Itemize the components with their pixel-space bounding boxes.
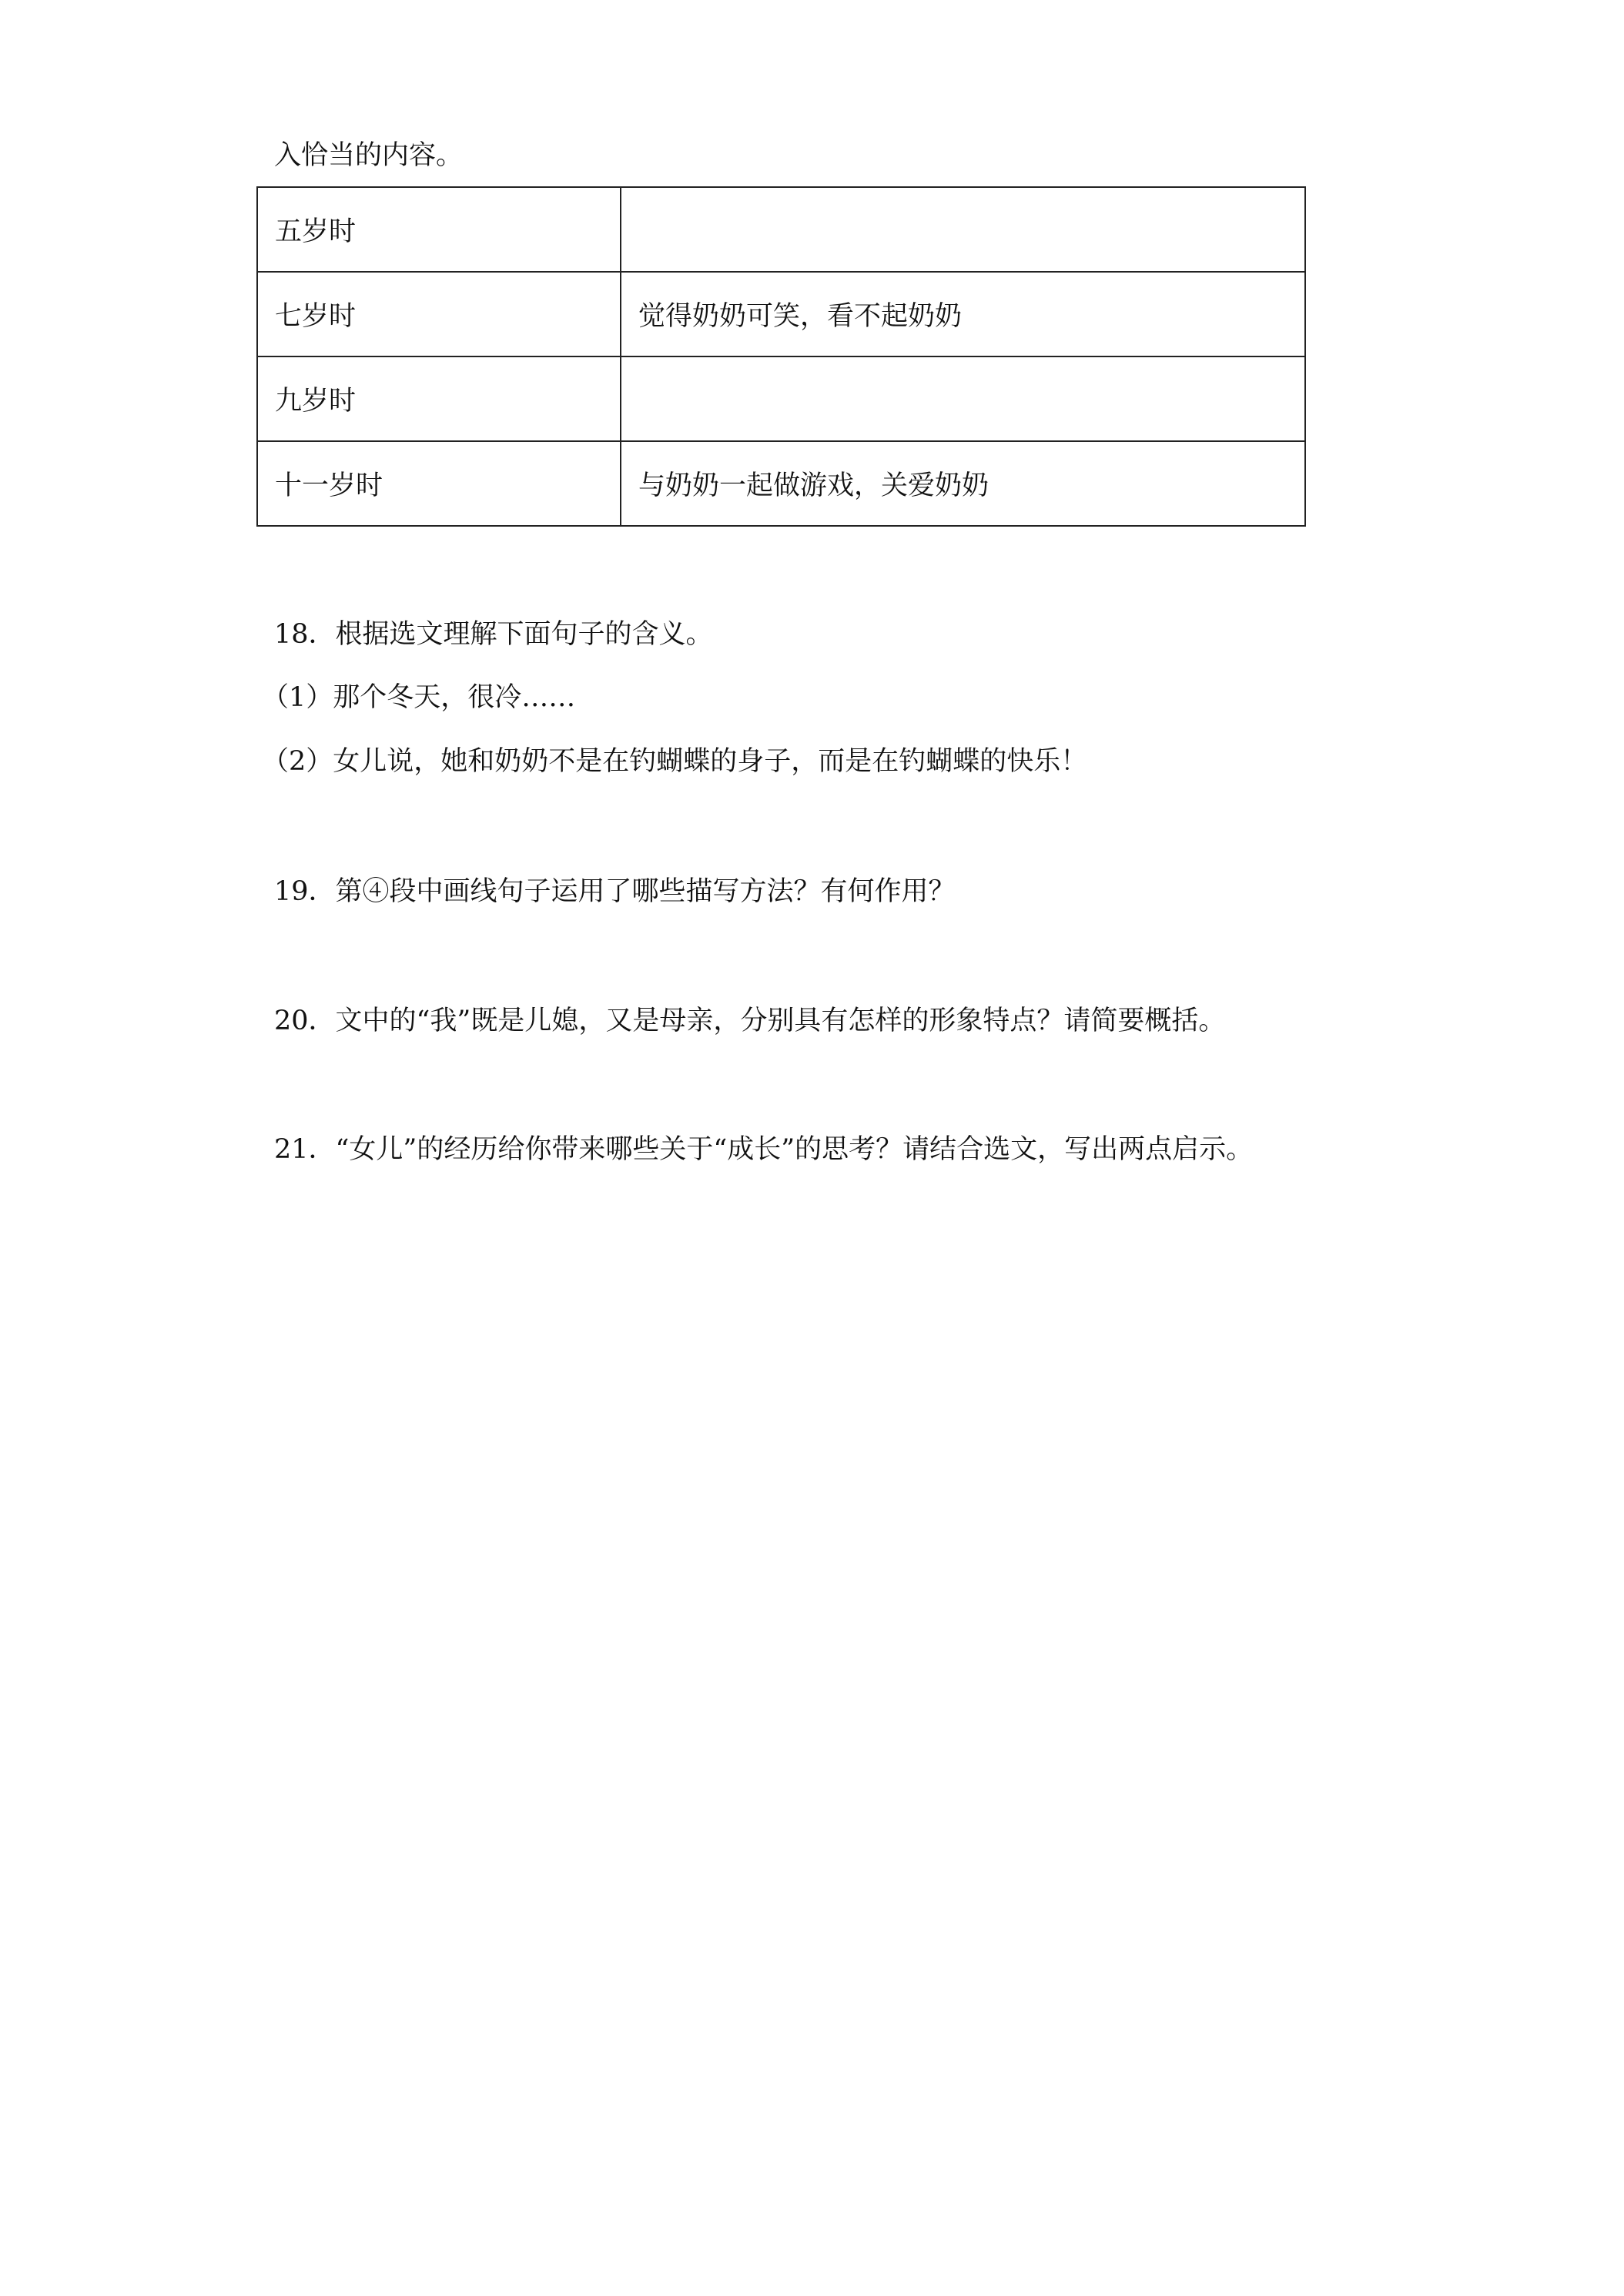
question-18-sub-1: （1）那个冬天，很冷…… [262, 682, 576, 713]
intro-text: 入恰当的内容。 [274, 140, 464, 171]
behavior-cell: 与奶奶一起做游戏，关爱奶奶 [621, 441, 1305, 526]
question-18: 18．根据选文理解下面句子的含义。 [274, 619, 713, 650]
table-row [257, 187, 1305, 272]
table-row [257, 441, 1305, 526]
behavior-cell: 觉得奶奶可笑，看不起奶奶 [621, 272, 1305, 356]
age-cell: 九岁时 [257, 356, 621, 441]
question-19: 19．第④段中画线句子运用了哪些描写方法？有何作用？ [274, 876, 956, 907]
table-row [257, 356, 1305, 441]
age-cell: 五岁时 [257, 187, 621, 272]
question-20: 20．文中的“我”既是儿媳，又是母亲，分别具有怎样的形象特点？请简要概括。 [274, 1006, 1226, 1036]
behavior-cell[interactable] [621, 187, 1305, 272]
age-cell: 七岁时 [257, 272, 621, 356]
table-row [257, 272, 1305, 356]
age-cell: 十一岁时 [257, 441, 621, 526]
age-behavior-table [256, 186, 1306, 527]
behavior-cell[interactable] [621, 356, 1305, 441]
question-18-sub-2: （2）女儿说，她和奶奶不是在钓蝴蝶的身子，而是在钓蝴蝶的快乐！ [262, 746, 1088, 777]
question-21: 21．“女儿”的经历给你带来哪些关于“成长”的思考？请结合选文，写出两点启示。 [274, 1134, 1254, 1165]
